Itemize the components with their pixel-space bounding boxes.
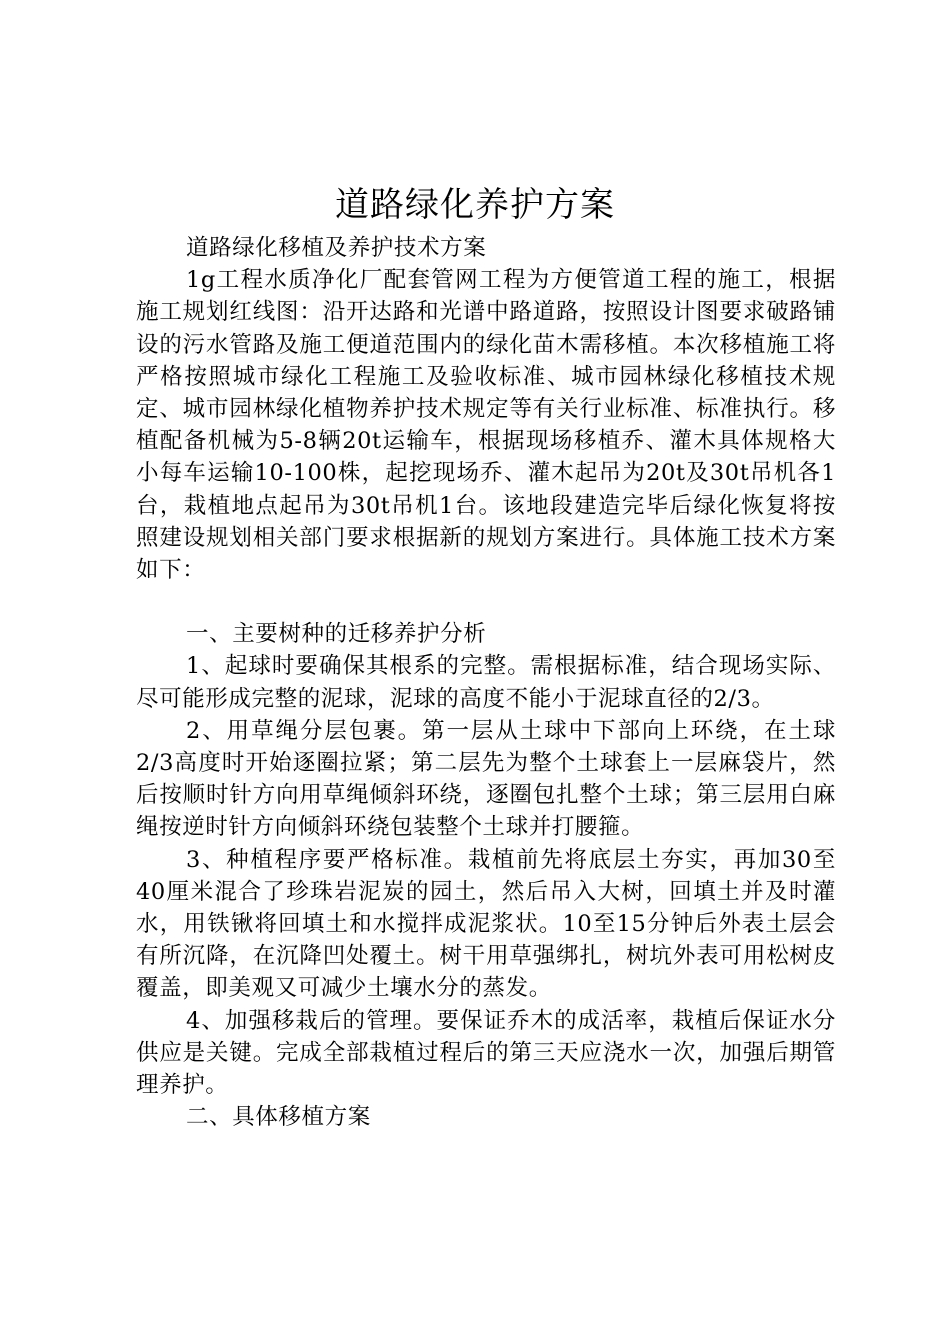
document-title: 道路绿化养护方案	[335, 185, 615, 225]
section-heading-1: 一、主要树种的迁移养护分析	[186, 621, 487, 648]
document-body	[136, 232, 836, 1133]
section-heading-2: 二、具体移植方案	[186, 1104, 371, 1131]
list-item-3: 3、种植程序要严格标准。栽植前先将底层土夯实，再加30至40厘米混合了珍珠岩泥炭的园土，然后吊入大树，回填土并及时灌水，用铁锹将回填土和水搅拌成泥浆状。10至15分钟后外表土层会有所沉降，在沉降凹处覆土。树干用草强绑扎，树坑外表可用松树皮覆盖，即美观又可减少土壤水分的蒸发。	[136, 846, 836, 1002]
subtitle: 道路绿化移植及养护技术方案	[186, 235, 487, 261]
intro-paragraph: 1g工程水质净化厂配套管网工程为方便管道工程的施工，根据施工规划红线图：沿开达路和光谱中路道路，按照设计图要求破路铺设的污水管路及施工便道范围内的绿化苗木需移植。本次移植施工将严格按照城市绿化工程施工及验收标准、城市园林绿化移植技术规定、城市园林绿化植物养护技术规定等有关行业标准、标准执行。移植配备机械为5-8辆20t运输车，根据现场移植乔、灌木具体规格大小每车运输10-100株，起挖现场乔、灌木起吊为20t及30t吊机各1台，栽植地点起吊为30t吊机1台。该地段建造完毕后绿化恢复将按照建设规划相关部门要求根据新的规划方案进行。具体施工技术方案如下：	[136, 267, 836, 584]
list-item-1: 1、起球时要确保其根系的完整。需根据标准，结合现场实际、尽可能形成完整的泥球，泥球的高度不能小于泥球直径的2/3。	[136, 653, 836, 712]
paragraph-gap	[136, 586, 836, 618]
list-item-2: 2、用草绳分层包裹。第一层从土球中下部向上环绕，在土球2/3高度时开始逐圈拉紧；第二层先为整个土球套上一层麻袋片，然后按顺时针方向用草绳倾斜环绕，逐圈包扎整个土球；第三层用白麻绳按逆时针方向倾斜环绕包装整个土球并打腰箍。	[136, 717, 836, 841]
list-item-4: 4、加强移栽后的管理。要保证乔木的成活率，栽植后保证水分供应是关键。完成全部栽植过程后的第三天应浇水一次，加强后期管理养护。	[136, 1007, 836, 1099]
